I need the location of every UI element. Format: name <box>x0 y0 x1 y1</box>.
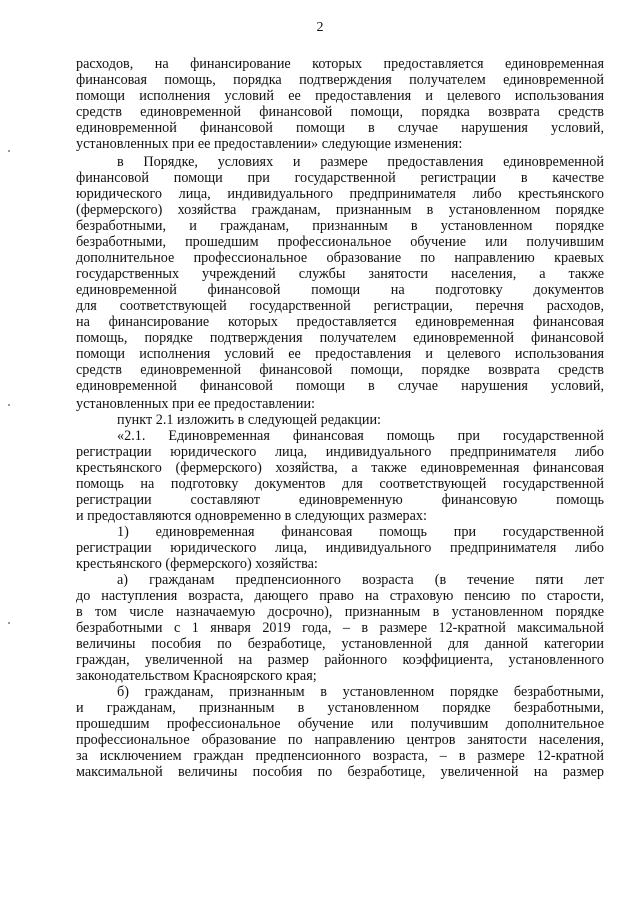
text-line: безработными с 1 января 2019 года, – в размере 12-кратной максимальной <box>76 620 604 636</box>
text-line: крестьянского (фермерского) хозяйства: <box>76 556 318 572</box>
text-line: государственных учреждений службы занятости населения, а также <box>76 266 604 282</box>
text-line: б) гражданам, признанным в установленном порядке безработными, <box>117 684 604 700</box>
text-line: безработными, прошедшим профессиональное обучение или получившим <box>76 234 604 250</box>
text-line: прошедшим профессиональное обучение или получившим дополнительное <box>76 716 604 732</box>
scan-speck <box>8 404 10 406</box>
page-number: 2 <box>316 20 324 35</box>
text-line: единовременной финансовой помощи на подготовку документов <box>76 282 604 298</box>
text-line: средств единовременной финансовой помощи, порядке возврата средств <box>76 362 604 378</box>
text-line: регистрации юридического лица, индивидуального предпринимателя либо <box>76 444 604 460</box>
text-line: в Порядке, условиях и размере предоставления единовременной <box>117 154 604 170</box>
text-line: финансовой помощи при государственной регистрации в качестве <box>76 170 604 186</box>
text-line: и предоставляются одновременно в следующих размерах: <box>76 508 427 524</box>
text-line: помощи исполнения условий ее предоставления и целевого использования <box>76 346 604 362</box>
text-line: на финансирование которых предоставляется единовременная финансовая <box>76 314 604 330</box>
text-line: помощь, порядке подтверждения получателем единовременной финансовой <box>76 330 604 346</box>
text-line: помощи исполнения условий ее предоставления и целевого использования <box>76 88 604 104</box>
text-line: а) гражданам предпенсионного возраста (в течение пяти лет <box>117 572 604 588</box>
text-line: единовременной финансовой помощи в случае нарушения условий, <box>76 378 604 394</box>
text-line: пункт 2.1 изложить в следующей редакции: <box>117 412 381 428</box>
text-line: установленных при ее предоставлении: <box>76 396 315 412</box>
text-line: за исключением граждан предпенсионного возраста, – в размере 12-кратной <box>76 748 604 764</box>
text-line: для соответствующей государственной регистрации, перечня расходов, <box>76 298 604 314</box>
scan-speck <box>8 622 10 624</box>
text-line: юридического лица, индивидуального предпринимателя либо крестьянского <box>76 186 604 202</box>
text-line: дополнительное профессиональное образование по направлению краевых <box>76 250 604 266</box>
text-line: помощь на подготовку документов для соответствующей государственной <box>76 476 604 492</box>
text-line: крестьянского (фермерского) хозяйства, а также единовременная финансовая <box>76 460 604 476</box>
text-line: финансовая помощь, порядка подтверждения получателем единовременной <box>76 72 604 88</box>
text-line: регистрации юридического лица, индивидуального предпринимателя либо <box>76 540 604 556</box>
text-line: (фермерского) хозяйства гражданам, признанным в установленном порядке <box>76 202 604 218</box>
text-line: средств единовременной финансовой помощи, порядка возврата средств <box>76 104 604 120</box>
text-line: граждан, увеличенной на размер районного коэффициента, установленного <box>76 652 604 668</box>
body-text <box>76 56 604 780</box>
text-line: законодательством Красноярского края; <box>76 668 317 684</box>
text-line: профессиональное образование по направлению центров занятости населения, <box>76 732 604 748</box>
text-line: максимальной величины пособия по безработице, увеличенной на размер <box>76 764 604 780</box>
text-line: и гражданам, признанным в установленном порядке безработными, <box>76 700 604 716</box>
text-line: до наступления возраста, дающего право на страховую пенсию по старости, <box>76 588 604 604</box>
text-line: в том числе назначаемую досрочно), признанным в установленном порядке <box>76 604 604 620</box>
text-line: регистрации составляют единовременную финансовую помощь <box>76 492 604 508</box>
text-line: «2.1. Единовременная финансовая помощь при государственной <box>117 428 604 444</box>
text-line: величины пособия по безработице, установленной для данной категории <box>76 636 604 652</box>
scan-speck <box>8 150 10 152</box>
text-line: расходов, на финансирование которых предоставляется единовременная <box>76 56 604 72</box>
text-line: установленных при ее предоставлении» следующие изменения: <box>76 136 463 152</box>
text-line: 1) единовременная финансовая помощь при государственной <box>117 524 604 540</box>
text-line: единовременной финансовой помощи в случае нарушения условий, <box>76 120 604 136</box>
text-line: безработными, и гражданам, признанным в установленном порядке <box>76 218 604 234</box>
